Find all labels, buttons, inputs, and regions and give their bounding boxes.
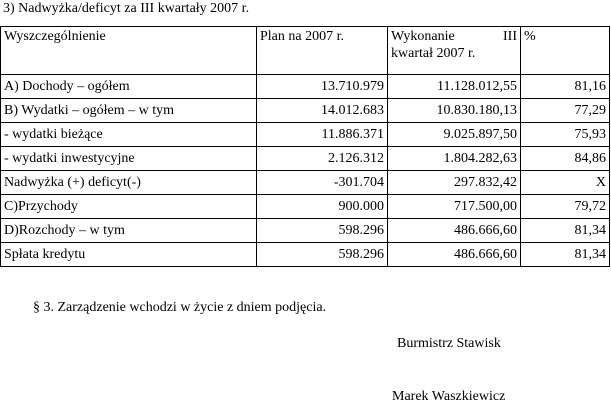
table-row: [1, 99, 610, 123]
row-plan: -301.704: [257, 171, 388, 195]
row-label: - wydatki bieżące: [1, 123, 257, 147]
table-row: [1, 123, 610, 147]
row-percent: 81,16: [521, 75, 610, 99]
row-plan: 2.126.312: [257, 147, 388, 171]
row-execution: 297.832,42: [388, 171, 521, 195]
row-label: B) Wydatki – ogółem – w tym: [1, 99, 257, 123]
table-row: [1, 75, 610, 99]
row-label: C)Przychody: [1, 195, 257, 219]
row-label: Spłata kredytu: [1, 243, 257, 267]
row-plan: 11.886.371: [257, 123, 388, 147]
table-row: [1, 243, 610, 267]
row-percent: 81,34: [521, 243, 610, 267]
row-plan: 598.296: [257, 219, 388, 243]
row-label: - wydatki inwestycyjne: [1, 147, 257, 171]
row-percent: 77,29: [521, 99, 610, 123]
header-execution: [388, 27, 521, 75]
row-execution: 1.804.282,63: [388, 147, 521, 171]
header-plan: Plan na 2007 r.: [257, 27, 388, 75]
table-row: [1, 219, 610, 243]
row-percent: 84,86: [521, 147, 610, 171]
row-plan: 14.012.683: [257, 99, 388, 123]
header-percent: %: [521, 27, 610, 75]
table-row: [1, 171, 610, 195]
table-row: [1, 147, 610, 171]
row-label: A) Dochody – ogółem: [1, 75, 257, 99]
row-execution: 10.830.180,13: [388, 99, 521, 123]
row-percent: 79,72: [521, 195, 610, 219]
row-label: Nadwyżka (+) deficyt(-): [1, 171, 257, 195]
closing-paragraph: § 3. Zarządzenie wchodzi w życie z dniem podjęcia.: [33, 300, 327, 315]
budget-table: [0, 26, 610, 267]
header-execution-word: Wykonanie: [391, 29, 455, 44]
header-execution-quarter: III: [503, 29, 517, 44]
row-plan: 13.710.979: [257, 75, 388, 99]
row-execution: 9.025.897,50: [388, 123, 521, 147]
row-execution: 717.500,00: [388, 195, 521, 219]
row-label: D)Rozchody – w tym: [1, 219, 257, 243]
row-plan: 598.296: [257, 243, 388, 267]
row-percent: X: [521, 171, 610, 195]
header-description: Wyszczególnienie: [1, 27, 257, 75]
row-execution: 11.128.012,55: [388, 75, 521, 99]
signature-title: Burmistrz Stawisk: [397, 336, 501, 351]
row-percent: 81,34: [521, 219, 610, 243]
section-heading: 3) Nadwyżka/deficyt za III kwartały 2007 r.: [3, 1, 250, 16]
row-execution: 486.666,60: [388, 219, 521, 243]
table-header-row: [1, 27, 610, 75]
header-execution-period: kwartał 2007 r.: [391, 46, 476, 61]
row-execution: 486.666,60: [388, 243, 521, 267]
row-percent: 75,93: [521, 123, 610, 147]
signature-name: Marek Waszkiewicz: [392, 389, 506, 404]
table-row: [1, 195, 610, 219]
row-plan: 900.000: [257, 195, 388, 219]
